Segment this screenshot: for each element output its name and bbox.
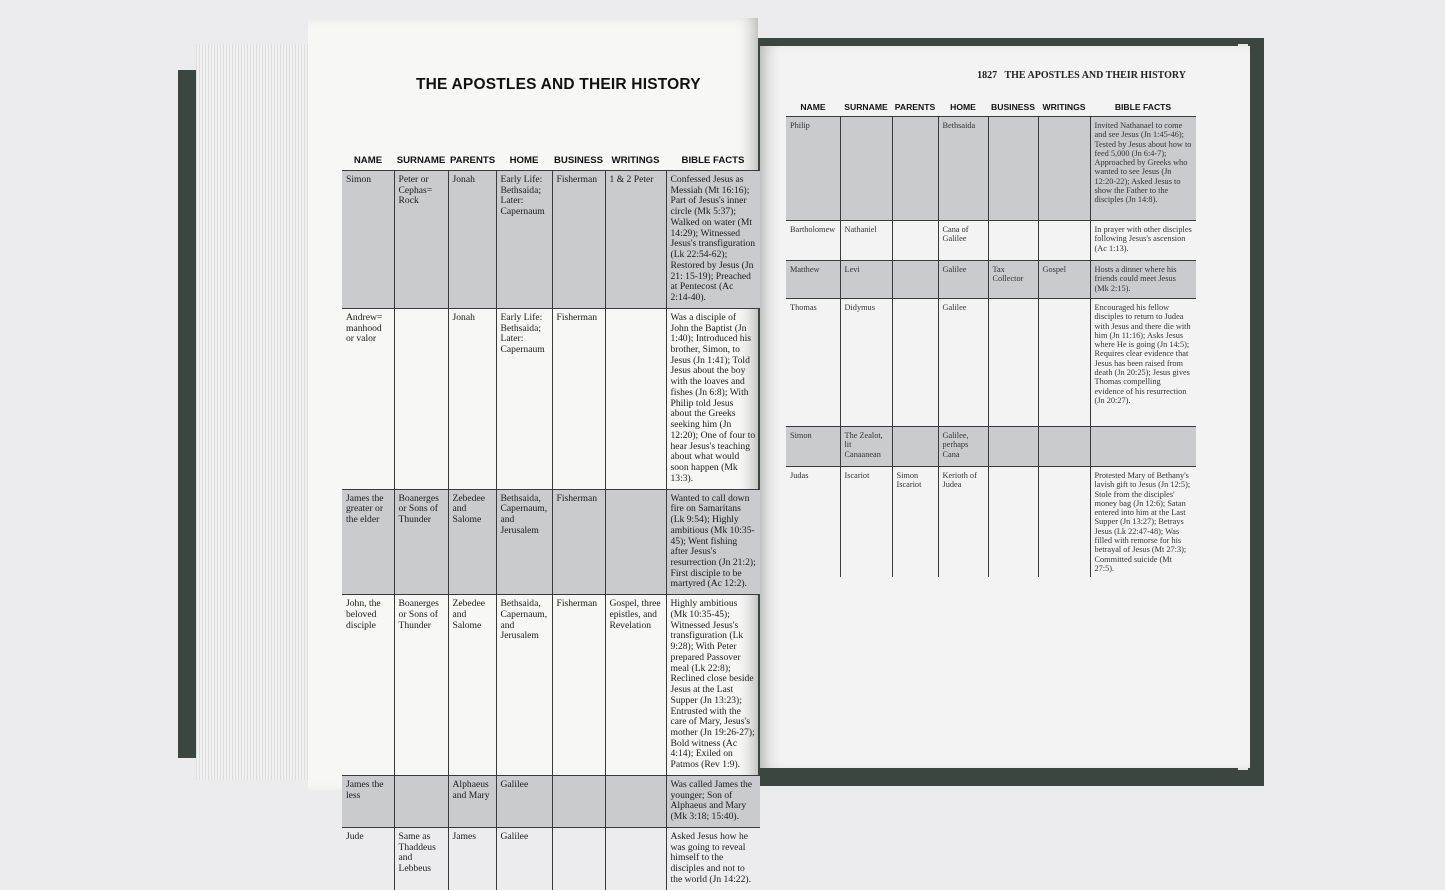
cell-home: Cana of Galilee bbox=[938, 221, 988, 261]
header-home: HOME bbox=[950, 102, 976, 112]
cell-writings: 1 & 2 Peter bbox=[605, 171, 666, 309]
cell-bible-facts: Hosts a dinner where his friends could meet Jesus (Mk 2:15). bbox=[1090, 261, 1196, 299]
cell-bible-facts: Confessed Jesus as Messiah (Mt 16:16); Part of Jesus's inner circle (Mk 5:37); Walked on water (Mt 14:29); Witnessed Jesus's transfiguration (Lk 22:54-62); Restored by Jesus (Jn 21: 15-19); Preached at Pentecost (Ac 2:14-40). bbox=[666, 171, 760, 309]
cell-name: Thomas bbox=[786, 299, 840, 427]
header-name: NAME bbox=[800, 102, 826, 112]
cell-bible-facts: Asked Jesus how he was going to reveal himself to the disciples and not to the world (Jn 14:22). bbox=[666, 827, 760, 889]
cell-surname bbox=[840, 117, 892, 221]
cell-bible-facts: Protested Mary of Bethany's lavish gift to Jesus (Jn 12:5); Stole from the disciples' money bag (Jn 12:6); Satan entered into him at the Last Supper (Jn 13:27); Betrays Jesus (Lk 22:47-48); Was filled with remorse for his betrayal of Jesus (Mt 27:3); Committed suicide (Mt 27:5). bbox=[1090, 467, 1196, 578]
cell-parents: Jonah bbox=[448, 171, 496, 309]
cell-name: Bartholomew bbox=[786, 221, 840, 261]
cell-business: Tax Collector bbox=[988, 261, 1038, 299]
cell-writings bbox=[605, 489, 666, 595]
cell-name: James the greater or the elder bbox=[342, 489, 394, 595]
header-bible-facts: BIBLE FACTS bbox=[681, 155, 745, 166]
cell-name: Andrew= manhood or valor bbox=[342, 308, 394, 489]
cell-writings bbox=[1038, 299, 1090, 427]
cell-bible-facts: Invited Nathanael to come and see Jesus (Jn 1:45-46); Tested by Jesus about how to feed 5,000 (Jn 6:4-7); Approached by Greeks who wanted to see Jesus (Jn 12:20-22); Asked Jesus to show the Father to the disciples (Jn 14:8). bbox=[1090, 117, 1196, 221]
cell-home: Early Life: Bethsaida; Later: Capernaum bbox=[496, 171, 552, 309]
cell-name: Matthew bbox=[786, 261, 840, 299]
cell-parents: Zebedee and Salome bbox=[448, 489, 496, 595]
cell-writings bbox=[605, 827, 666, 889]
running-head bbox=[977, 70, 1186, 81]
cell-surname bbox=[394, 775, 448, 827]
cell-surname: Levi bbox=[840, 261, 892, 299]
table-row bbox=[342, 489, 760, 595]
cell-home: Galilee, perhaps Cana bbox=[938, 427, 988, 467]
left-page bbox=[308, 18, 758, 885]
cell-home: Kerioth of Judea bbox=[938, 467, 988, 578]
cell-surname: Peter or Cephas= Rock bbox=[394, 171, 448, 309]
cell-surname: Nathaniel bbox=[840, 221, 892, 261]
cell-home: Galilee bbox=[496, 827, 552, 889]
cell-business: Fisherman bbox=[552, 489, 605, 595]
table-row bbox=[342, 308, 760, 489]
cell-parents bbox=[892, 427, 938, 467]
cell-parents: Zebedee and Salome bbox=[448, 595, 496, 776]
cell-name: Judas bbox=[786, 467, 840, 578]
running-head-title: THE APOSTLES AND THEIR HISTORY bbox=[1004, 70, 1186, 81]
cell-bible-facts: Encouraged his fellow disciples to return to Judea with Jesus and there die with him (Jn 11:16); Asks Jesus where He is going (Jn 14:5); Requires clear evidence that Jesus has been raised from death (Jn 20:25); Jesus gives Thomas compelling evidence of his resurrection (Jn 20:27). bbox=[1090, 299, 1196, 427]
header-parents: PARENTS bbox=[894, 102, 936, 112]
cell-parents bbox=[892, 299, 938, 427]
table-row bbox=[342, 775, 760, 827]
cell-bible-facts: Wanted to call down fire on Samaritans (Lk 9:54); Highly ambitious (Mk 10:35-45); Went fishing after Jesus's resurrection (Jn 21:2); First disciple to be martyred (Ac 12:2). bbox=[666, 489, 760, 595]
cell-surname: Iscariot bbox=[840, 467, 892, 578]
cell-writings bbox=[605, 308, 666, 489]
cell-writings bbox=[1038, 467, 1090, 578]
page-edges-left bbox=[196, 44, 312, 780]
cell-writings: Gospel bbox=[1038, 261, 1090, 299]
cell-business: Fisherman bbox=[552, 171, 605, 309]
cell-name: James the less bbox=[342, 775, 394, 827]
cell-surname: Same as Thaddeus and Lebbeus bbox=[394, 827, 448, 889]
cell-name: Jude bbox=[342, 827, 394, 889]
table-row bbox=[786, 427, 1196, 467]
table-row bbox=[786, 117, 1196, 221]
cell-parents: James bbox=[448, 827, 496, 889]
cell-business: Fisherman bbox=[552, 308, 605, 489]
cell-business bbox=[988, 467, 1038, 578]
cell-writings bbox=[605, 775, 666, 827]
cell-home: Galilee bbox=[496, 775, 552, 827]
cell-business bbox=[988, 221, 1038, 261]
cell-writings bbox=[1038, 427, 1090, 467]
cell-bible-facts: Was a disciple of John the Baptist (Jn 1:40); Introduced his brother, Simon, to Jesus (Jn 1:41); Told Jesus about the boy with the loaves and fishes (Jn 6:8); With Philip told Jesus about the Greeks seeking him (Jn 12:20); One of four to hear Jesus's teaching about what would soon happen (Mk 13:3). bbox=[666, 308, 760, 489]
cell-surname: The Zealot, lit Canaanean bbox=[840, 427, 892, 467]
cell-bible-facts bbox=[1090, 427, 1196, 467]
cell-surname: Boanerges or Sons of Thunder bbox=[394, 489, 448, 595]
cell-home: Bethsaida, Capernaum, and Jerusalem bbox=[496, 595, 552, 776]
cell-parents: Simon Iscariot bbox=[892, 467, 938, 578]
cell-parents: Alphaeus and Mary bbox=[448, 775, 496, 827]
header-writings: WRITINGS bbox=[1042, 102, 1086, 112]
table-row bbox=[342, 595, 760, 776]
cell-writings bbox=[1038, 117, 1090, 221]
cell-home: Early Life: Bethsaida; Later: Capernaum bbox=[496, 308, 552, 489]
header-business: BUSINESS bbox=[554, 155, 604, 166]
cell-home: Galilee bbox=[938, 261, 988, 299]
apostles-table-right bbox=[786, 94, 1196, 577]
cell-business bbox=[988, 117, 1038, 221]
header-business: BUSINESS bbox=[991, 102, 1035, 112]
cell-business bbox=[552, 775, 605, 827]
cell-writings bbox=[1038, 221, 1090, 261]
cell-bible-facts: Was called James the younger; Son of Alphaeus and Mary (Mk 3:18; 15:40). bbox=[666, 775, 760, 827]
cell-name: John, the beloved disciple bbox=[342, 595, 394, 776]
cell-home: Galilee bbox=[938, 299, 988, 427]
cell-parents: Jonah bbox=[448, 308, 496, 489]
cell-writings: Gospel, three epistles, and Revelation bbox=[605, 595, 666, 776]
cell-home: Bethsaida bbox=[938, 117, 988, 221]
cell-business bbox=[552, 827, 605, 889]
header-name: NAME bbox=[353, 155, 383, 166]
right-page bbox=[760, 46, 1250, 768]
header-home: HOME bbox=[509, 155, 539, 166]
cell-parents bbox=[892, 221, 938, 261]
header-writings: WRITINGS bbox=[611, 155, 660, 166]
cell-business bbox=[988, 427, 1038, 467]
header-surname: SURNAME bbox=[844, 102, 888, 112]
cell-surname: Didymus bbox=[840, 299, 892, 427]
cell-name: Simon bbox=[786, 427, 840, 467]
apostles-table-left bbox=[342, 136, 760, 890]
cell-business: Fisherman bbox=[552, 595, 605, 776]
cell-business bbox=[988, 299, 1038, 427]
cell-parents bbox=[892, 117, 938, 221]
header-parents: PARENTS bbox=[450, 155, 496, 166]
cell-bible-facts: Highly ambitious (Mk 10:35-45); Witnessed Jesus's transfiguration (Lk 9:28); With Peter prepared Passover meal (Lk 22:8); Reclined close beside Jesus at the Last Supper (Jn 13:23); Entrusted with the care of Mary, Jesus's mother (Jn 19:26-27); Bold witness (Ac 4:14); Exiled on Patmos (Rev 1:9). bbox=[666, 595, 760, 776]
cell-surname: Boanerges or Sons of Thunder bbox=[394, 595, 448, 776]
cell-home: Bethsaida, Capernaum, and Jerusalem bbox=[496, 489, 552, 595]
cell-name: Simon bbox=[342, 171, 394, 309]
table-row bbox=[786, 261, 1196, 299]
table-row bbox=[342, 827, 760, 889]
table-row bbox=[342, 171, 760, 309]
table-row bbox=[786, 467, 1196, 578]
cell-name: Philip bbox=[786, 117, 840, 221]
page-title: THE APOSTLES AND THEIR HISTORY bbox=[416, 76, 701, 93]
cell-surname bbox=[394, 308, 448, 489]
table-row bbox=[786, 221, 1196, 261]
table-row bbox=[786, 299, 1196, 427]
header-bible-facts: BIBLE FACTS bbox=[1114, 102, 1172, 112]
page-number: 1827 bbox=[977, 70, 998, 81]
cell-bible-facts: In prayer with other disciples following Jesus's ascension (Ac 1:13). bbox=[1090, 221, 1196, 261]
cell-parents bbox=[892, 261, 938, 299]
header-surname: SURNAME bbox=[396, 155, 446, 166]
